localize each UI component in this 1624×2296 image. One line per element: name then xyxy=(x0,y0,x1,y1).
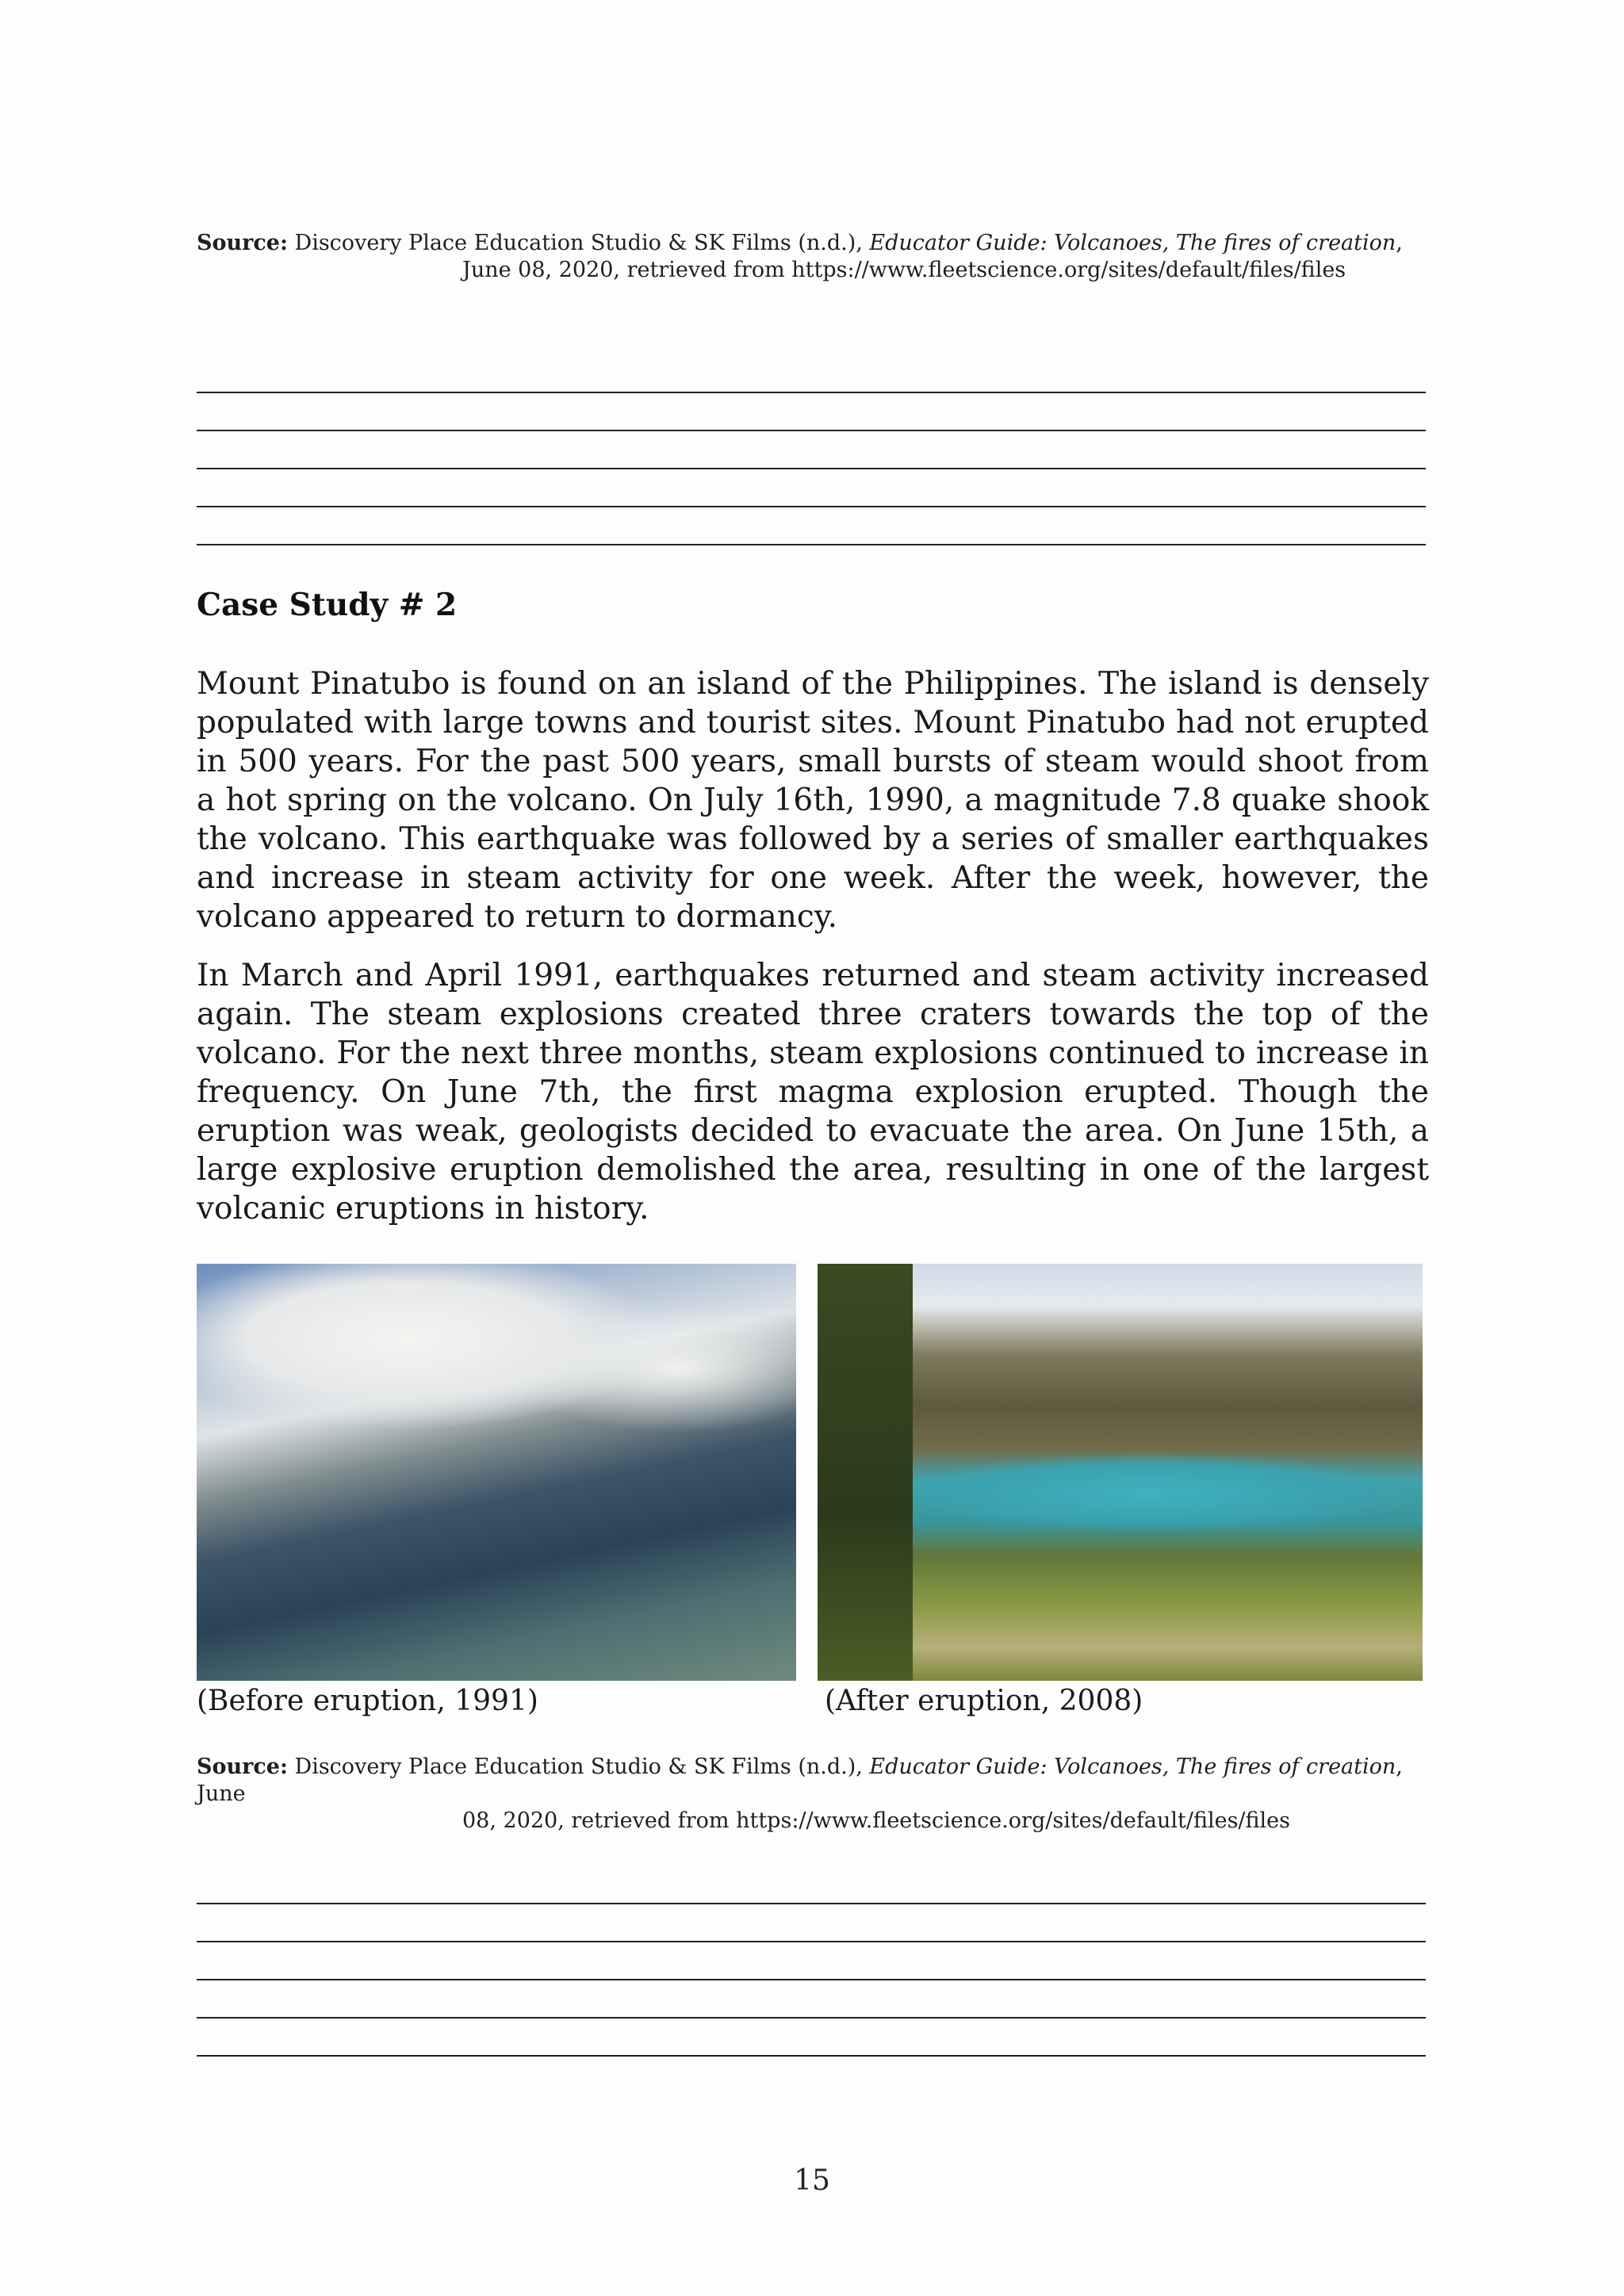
before-eruption-photo xyxy=(197,1264,796,1681)
source-line1-tail: , June xyxy=(197,1755,1403,1806)
answer-line[interactable] xyxy=(197,1979,1426,1980)
source-retrieval: June 08, 2020, retrieved from https://www.fleetscience.org/sites/default/files/files xyxy=(462,258,1346,282)
answer-line[interactable] xyxy=(197,544,1426,545)
answer-line[interactable] xyxy=(197,392,1426,393)
answer-line[interactable] xyxy=(197,1941,1426,1942)
source-citation-bottom xyxy=(197,1754,1434,1835)
source-label: Source: xyxy=(197,1755,288,1779)
answer-line[interactable] xyxy=(197,2055,1426,2057)
answer-line[interactable] xyxy=(197,430,1426,431)
source-title: Educator Guide: Volcanoes, The fires of creation xyxy=(869,231,1396,255)
case-study-heading: Case Study # 2 xyxy=(197,587,458,623)
page-number: 15 xyxy=(794,2164,830,2197)
case-study-paragraph-1: Mount Pinatubo is found on an island of the Philippines. The island is densely populated with large towns and tourist sites. Mount Pinatubo had not erupted in 500 years. For the past 500 years, small bursts of steam would shoot from a hot spring on the volcano. On July 16th, 1990, a magnitude 7.8 quake shook the volcano. This earthquake was followed by a series of smaller earthquakes and increase in steam activity for one week. After the week, however, the volcano appeared to return to dormancy. xyxy=(197,666,1429,935)
source-authors: Discovery Place Education Studio & SK Films (n.d.), xyxy=(294,231,863,255)
source-citation-top xyxy=(197,230,1434,284)
source-authors: Discovery Place Education Studio & SK Films (n.d.), xyxy=(294,1755,863,1779)
case-study-paragraph-2: In March and April 1991, earthquakes returned and steam activity increased again. The steam explosions created three craters towards the top of the volcano. For the next three months, steam explosions continued to increase in frequency. On June 7th, the first magma explosion erupted. Though the eruption was weak, geologists decided to evacuate the area. On June 15th, a large explosive eruption demolished the area, resulting in one of the largest volcanic eruptions in history. xyxy=(197,958,1429,1226)
after-eruption-caption: (After eruption, 2008) xyxy=(825,1685,1143,1717)
answer-line[interactable] xyxy=(197,468,1426,469)
source-line1-tail: , xyxy=(1396,231,1403,255)
before-eruption-caption: (Before eruption, 1991) xyxy=(197,1685,538,1717)
answer-line[interactable] xyxy=(197,506,1426,507)
answer-line[interactable] xyxy=(197,2017,1426,2019)
answer-line[interactable] xyxy=(197,1903,1426,1904)
after-eruption-photo xyxy=(818,1264,1423,1681)
source-label: Source: xyxy=(197,231,288,255)
source-retrieval: 08, 2020, retrieved from https://www.fleetscience.org/sites/default/files/files xyxy=(462,1808,1290,1833)
source-title: Educator Guide: Volcanoes, The fires of creation xyxy=(869,1755,1396,1779)
